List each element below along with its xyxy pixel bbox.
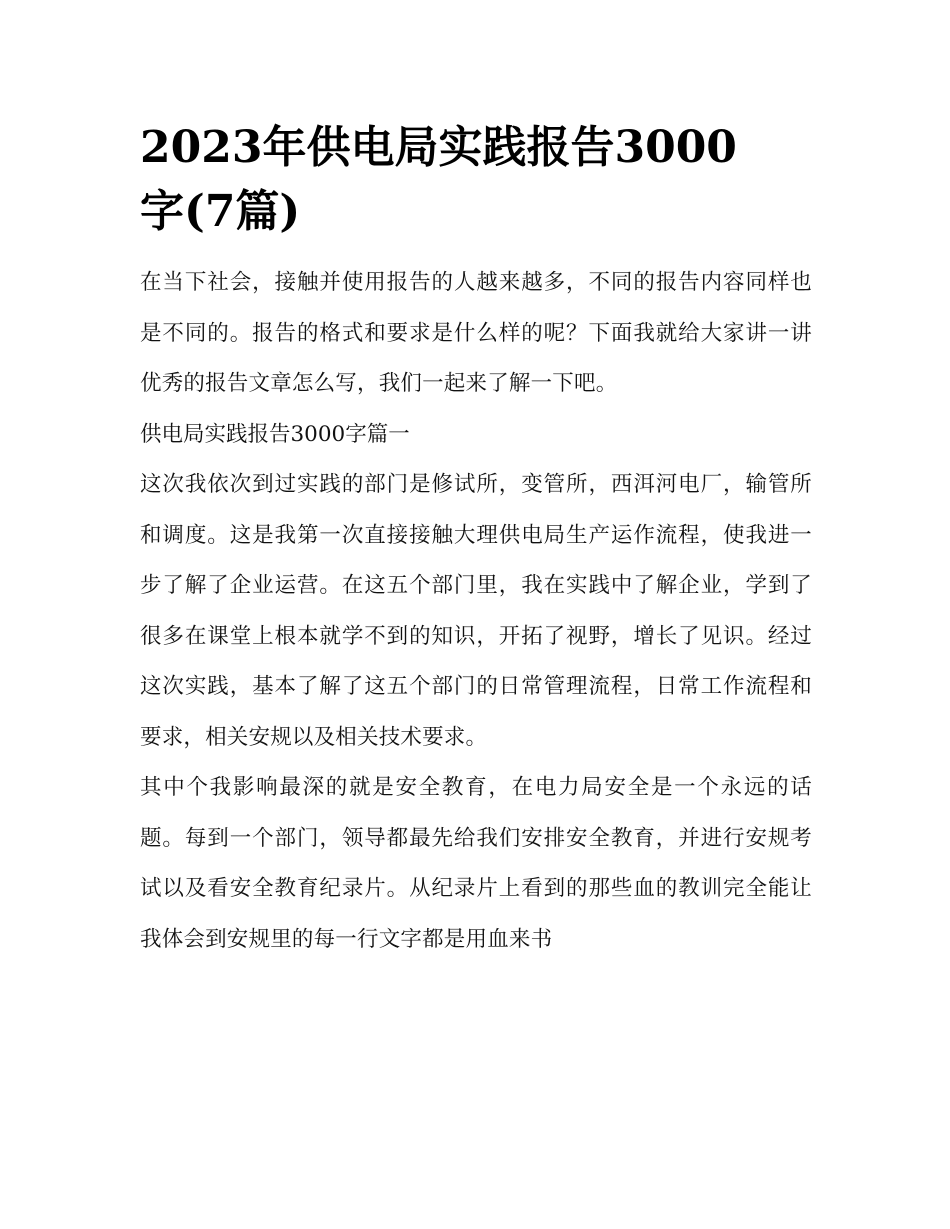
document-page <box>140 116 812 965</box>
intro-paragraph: 在当下社会，接触并使用报告的人越来越多，不同的报告内容同样也是不同的。报告的格式和要求是什么样的呢？下面我就给大家讲一讲优秀的报告文章怎么写，我们一起来了解一下吧。 <box>140 270 812 396</box>
document-title: 2023年供电局实践报告3000 字(7篇) <box>140 122 737 237</box>
body-paragraph-1: 这次我依次到过实践的部门是修试所，变管所，西洱河电厂，输管所和调度。这是我第一次直接接触大理供电局生产运作流程，使我进一步了解了企业运营。在这五个部门里，我在实践中了解企业，学到了很多在课堂上根本就学不到的知识，开拓了视野，增长了见识。经过这次实践，基本了解了这五个部门的日常管理流程，日常工作流程和要求，相关安规以及相关技术要求。 <box>140 472 812 750</box>
section-heading: 供电局实践报告3000字篇一 <box>140 421 410 447</box>
body-paragraph-2: 其中个我影响最深的就是安全教育，在电力局安全是一个永远的话题。每到一个部门，领导都最先给我们安排安全教育，并进行安规考试以及看安全教育纪录片。从纪录片上看到的那些血的教训完全能让我体会到安规里的每一行文字都是用血来书 <box>140 775 812 952</box>
